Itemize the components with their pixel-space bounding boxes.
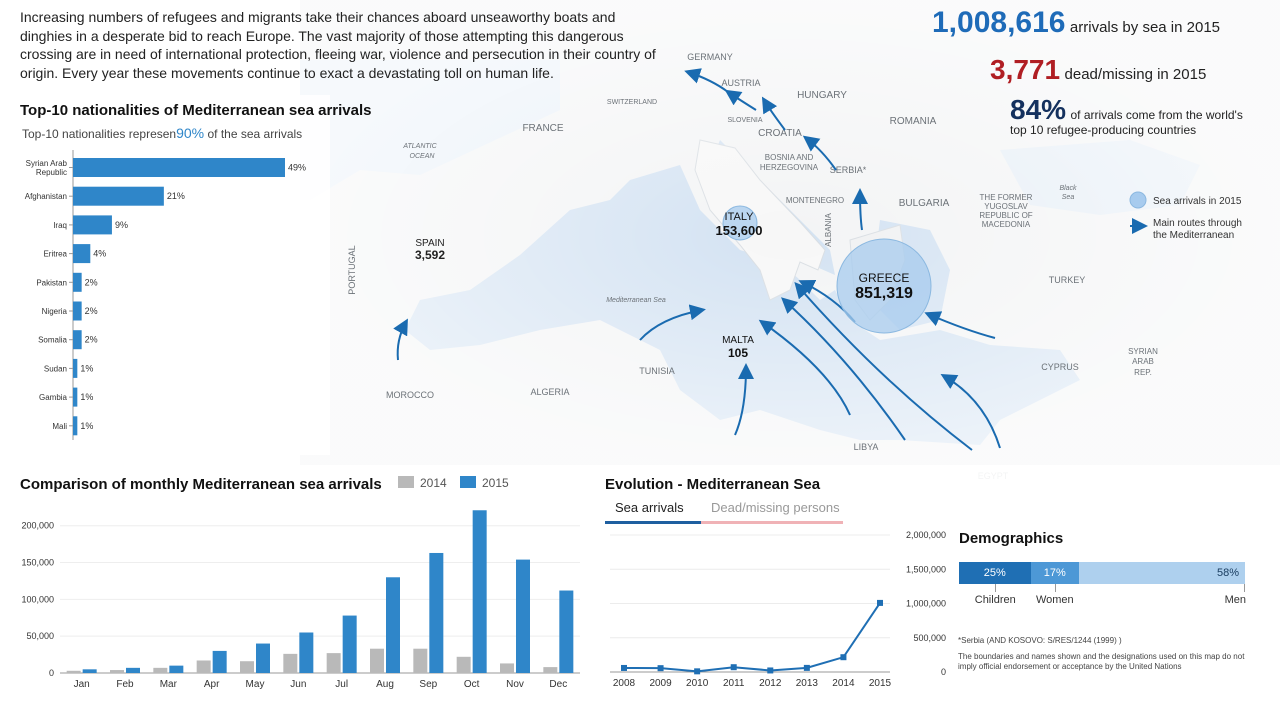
nat-value-gambia: 1% <box>80 392 94 403</box>
demographics-tick-children <box>995 584 996 592</box>
nat-label-iraq: Iraq <box>53 220 67 230</box>
legend-2015-swatch <box>460 476 476 488</box>
map-label-the-former-14: THE FORMER <box>979 193 1033 202</box>
monthly-ytick: 0 <box>48 668 54 678</box>
nat-bar-mali <box>73 416 77 435</box>
map-label-switzerland-3: SWITZERLAND <box>606 99 658 106</box>
monthly-ytick: 200,000 <box>21 520 54 531</box>
evo-point-2012 <box>767 667 773 673</box>
map-label-france-6: FRANCE <box>522 123 564 134</box>
map-label-atlantic-20: ATLANTIC <box>403 143 437 150</box>
legend-route-label-1: Main routes through <box>1153 218 1242 229</box>
nat-label-nigeria: Nigeria <box>41 307 67 316</box>
map-label-black-18: Black <box>1059 185 1077 192</box>
evo-point-2014 <box>840 654 846 660</box>
monthly-ytick: 100,000 <box>21 594 54 605</box>
nat-value-sudan: 1% <box>80 363 94 374</box>
monthly-xlabel-sep: Sep <box>419 679 438 690</box>
demographics-label-women: Women <box>1035 594 1074 606</box>
monthly-xlabel-may: May <box>245 679 265 690</box>
monthly-bar-2015-apr <box>213 651 227 673</box>
evo-xlabel-2010: 2010 <box>686 678 709 689</box>
nat-label-pakistan: Pakistan <box>36 278 67 288</box>
map-label-rep-36: REP. <box>1134 368 1152 377</box>
monthly-bar-2014-oct <box>457 657 471 673</box>
monthly-xlabel-jul: Jul <box>335 679 349 690</box>
legend-2014-label: 2014 <box>420 476 447 490</box>
monthly-xlabel-aug: Aug <box>376 679 394 690</box>
tab-dead-missing[interactable]: Dead/missing persons <box>701 498 843 524</box>
nationalities-title: Top-10 nationalities of Mediterranean sea arrivals <box>20 102 372 119</box>
evo-point-2009 <box>658 665 664 671</box>
monthly-xlabel-nov: Nov <box>506 679 524 690</box>
evolution-chart <box>600 525 950 705</box>
map-label-montenegro-11: MONTENEGRO <box>785 196 845 205</box>
legend-2014 <box>398 476 447 490</box>
nat-value-pakistan: 2% <box>84 277 98 288</box>
monthly-bar-2015-jun <box>299 633 313 674</box>
monthly-bar-2015-jan <box>83 669 97 673</box>
nationalities-sub-after: of the sea arrivals <box>204 127 303 141</box>
monthly-xlabel-jun: Jun <box>290 679 307 690</box>
evo-ytick: 0 <box>940 667 946 677</box>
italy-name: ITALY <box>724 211 754 223</box>
monthly-bar-2015-aug <box>386 577 400 673</box>
arrivals-label: arrivals by sea in 2015 <box>1069 19 1221 36</box>
evo-xlabel-2013: 2013 <box>795 678 818 689</box>
spain-name: SPAIN <box>415 238 445 249</box>
evo-xlabel-2009: 2009 <box>649 678 672 689</box>
monthly-bar-2014-dec <box>543 667 557 673</box>
nat-bar-somalia <box>73 330 82 349</box>
nat-bar-afghanistan <box>73 187 164 206</box>
legend-2015-label: 2015 <box>482 476 509 490</box>
nat-bar-pakistan <box>73 273 82 292</box>
monthly-ytick: 50,000 <box>26 631 54 642</box>
evo-point-2015 <box>877 600 883 606</box>
monthly-bar-2014-aug <box>370 649 384 673</box>
nationalities-subtitle <box>22 125 302 141</box>
nat-label-somalia: Somalia <box>38 335 67 345</box>
monthly-bar-2015-may <box>256 644 270 673</box>
map-label-cyprus-33: CYPRUS <box>1041 362 1079 372</box>
monthly-bar-2014-feb <box>110 670 124 673</box>
nat-label-mali: Mali <box>52 421 67 431</box>
monthly-xlabel-dec: Dec <box>549 679 568 690</box>
demographics-tick-women <box>1055 584 1056 592</box>
nat-value-mali: 1% <box>80 420 94 431</box>
map-label-serbia-10: SERBIA* <box>829 165 867 175</box>
nat-bar-gambia <box>73 388 77 407</box>
demographics-label-children: Children <box>974 594 1016 606</box>
map-label-syrian-34: SYRIAN <box>1128 347 1158 356</box>
legend-2014-swatch <box>398 476 414 488</box>
demographics-segment-men: 58% <box>1079 562 1245 584</box>
monthly-title: Comparison of monthly Mediterranean sea arrivals <box>20 476 382 493</box>
monthly-bar-2014-apr <box>197 660 211 673</box>
dead-value: 3,771 <box>990 54 1061 85</box>
demographics-title: Demographics <box>959 530 1064 547</box>
italy-value: 153,600 <box>715 223 763 238</box>
map-label-algeria-28: ALGERIA <box>530 387 570 397</box>
evo-xlabel-2008: 2008 <box>612 678 636 689</box>
monthly-xlabel-apr: Apr <box>203 679 220 690</box>
map-label-tunisia-29: TUNISIA <box>639 366 675 376</box>
evo-xlabel-2015: 2015 <box>868 678 892 689</box>
malta-name: MALTA <box>722 335 754 346</box>
greece-name: GREECE <box>858 271 910 285</box>
map-label-albania-13: ALBANIA <box>824 213 833 247</box>
map-label-turkey-26: TURKEY <box>1048 275 1086 285</box>
map-label-bosnia-and-8: BOSNIA AND <box>764 153 814 162</box>
monthly-xlabel-jan: Jan <box>73 679 90 690</box>
nat-value-iraq: 9% <box>114 219 128 230</box>
nationalities-sub-before: Top-10 nationalities represen <box>22 127 177 141</box>
monthly-bar-2014-may <box>240 661 254 673</box>
monthly-bar-2015-sep <box>429 553 443 673</box>
demographics-segment-children: 25% <box>959 562 1031 584</box>
disclaimer-note: The boundaries and names shown and the designations used on this map do not imply official endorsement or acceptance by the United Nations <box>958 652 1245 671</box>
top10-stat <box>1010 94 1260 137</box>
evo-xlabel-2012: 2012 <box>759 678 782 689</box>
nat-label-syrian-arab-republic: Republic <box>35 168 67 177</box>
evo-point-2011 <box>731 664 737 670</box>
map-label-austria-1: AUSTRIA <box>721 78 761 88</box>
monthly-bar-2015-dec <box>559 591 573 673</box>
evo-point-2013 <box>804 665 810 671</box>
top10-label: of arrivals come from the world's <box>1070 108 1243 122</box>
dead-label: dead/missing in 2015 <box>1064 66 1207 83</box>
evo-point-2008 <box>621 665 627 671</box>
malta-value: 105 <box>727 346 749 360</box>
monthly-bar-2015-jul <box>343 616 357 673</box>
map-label-ocean-21: OCEAN <box>409 153 435 160</box>
top10-value: 84% <box>1010 94 1067 125</box>
nat-value-syrian-arab-republic: 49% <box>288 162 307 173</box>
monthly-bar-2014-nov <box>500 663 514 673</box>
map-label-morocco-27: MOROCCO <box>386 390 434 400</box>
map-label-republic-of-16: REPUBLIC OF <box>979 211 1033 220</box>
nat-bar-nigeria <box>73 302 82 321</box>
monthly-xlabel-feb: Feb <box>116 679 134 690</box>
greece-value: 851,319 <box>855 285 913 302</box>
map-label-yugoslav-15: YUGOSLAV <box>984 202 1028 211</box>
monthly-bar-2014-jan <box>67 671 81 673</box>
monthly-bar-2014-sep <box>413 649 427 673</box>
evo-xlabel-2014: 2014 <box>832 678 855 689</box>
evo-ytick: 2,000,000 <box>905 530 946 540</box>
map-label-macedonia-17: MACEDONIA <box>981 220 1031 229</box>
map-label-sea-19: Sea <box>1061 194 1075 201</box>
legend-bubble <box>1130 192 1146 208</box>
map-label-arab-35: ARAB <box>1132 357 1154 366</box>
arrivals-stat <box>932 6 1220 40</box>
monthly-ytick: 150,000 <box>21 557 54 568</box>
legend-route-label-2: the Mediterranean <box>1153 230 1235 241</box>
map-label-portugal-22: PORTUGAL <box>347 245 357 295</box>
map-label-bulgaria-12: BULGARIA <box>898 198 950 209</box>
nat-value-eritrea: 4% <box>93 248 107 259</box>
monthly-bar-2015-mar <box>169 666 183 673</box>
nat-value-somalia: 2% <box>84 334 98 345</box>
evo-line <box>624 603 880 671</box>
nat-label-syrian-arab-republic: Syrian Arab <box>25 159 67 168</box>
demographics-segment-women: 17% <box>1031 562 1080 584</box>
evo-ytick: 500,000 <box>913 632 946 643</box>
map-label-mediterranean-sea-37: Mediterranean Sea <box>606 297 666 304</box>
evo-point-2010 <box>694 668 700 674</box>
evo-xlabel-2011: 2011 <box>722 678 745 689</box>
evo-ytick: 1,000,000 <box>905 598 946 609</box>
nat-bar-sudan <box>73 359 77 378</box>
map-label-slovenia-4: SLOVENIA <box>727 117 763 124</box>
monthly-bar-2014-jul <box>327 653 341 673</box>
arrivals-value: 1,008,616 <box>932 6 1066 39</box>
map-label-herzegovina-9: HERZEGOVINA <box>759 163 819 172</box>
monthly-bar-2015-oct <box>473 510 487 673</box>
nat-label-sudan: Sudan <box>43 364 67 374</box>
monthly-chart <box>0 505 590 705</box>
nat-bar-syrian-arab-republic <box>73 158 285 177</box>
map-label-germany-0: GERMANY <box>687 52 733 62</box>
evo-ytick: 1,500,000 <box>905 564 946 575</box>
legend-2015 <box>460 476 509 490</box>
serbia-note: *Serbia (AND KOSOVO: S/RES/1244 (1999) ) <box>958 636 1122 645</box>
intro-text: Increasing numbers of refugees and migrants take their chances aboard unseaworthy boats and dinghies in a desperate bid to reach Europe. The vast majority of those attempting this dangerous crossing are in need of international protection, fleeing war, violence and persecution in their country of origin. Every year these movements continue to exact a devastating toll on human life. <box>20 9 656 81</box>
nat-value-afghanistan: 21% <box>166 191 185 202</box>
monthly-bar-2014-jun <box>283 654 297 673</box>
map-label-romania-5: ROMANIA <box>889 116 937 127</box>
monthly-bar-2014-mar <box>153 668 167 673</box>
demographics-label-men: Men <box>1224 594 1246 606</box>
map-label-libya-31: LIBYA <box>853 442 879 452</box>
top10-label-2: top 10 refugee-producing countries <box>1010 123 1197 137</box>
dead-stat <box>990 54 1206 86</box>
monthly-bar-2015-feb <box>126 668 140 673</box>
nat-label-eritrea: Eritrea <box>43 249 67 259</box>
legend-bubble-label: Sea arrivals in 2015 <box>1153 196 1242 207</box>
nat-value-nigeria: 2% <box>84 306 98 316</box>
nat-label-gambia: Gambia <box>38 393 67 403</box>
tab-sea-arrivals[interactable]: Sea arrivals <box>605 498 701 524</box>
monthly-bar-2015-nov <box>516 560 530 673</box>
spain-value: 3,592 <box>414 248 446 262</box>
monthly-xlabel-mar: Mar <box>159 679 177 690</box>
nat-label-afghanistan: Afghanistan <box>24 192 67 202</box>
nationalities-chart <box>0 150 330 445</box>
nat-bar-eritrea <box>73 244 90 263</box>
monthly-xlabel-oct: Oct <box>463 679 480 690</box>
nat-bar-iraq <box>73 215 112 234</box>
demographics-tick-men <box>1244 584 1245 592</box>
map-label-hungary-2: HUNGARY <box>797 90 847 101</box>
evolution-title: Evolution - Mediterranean Sea <box>605 476 821 493</box>
nationalities-sub-pct: 90% <box>176 125 205 141</box>
map-label-croatia-7: CROATIA <box>758 128 802 139</box>
